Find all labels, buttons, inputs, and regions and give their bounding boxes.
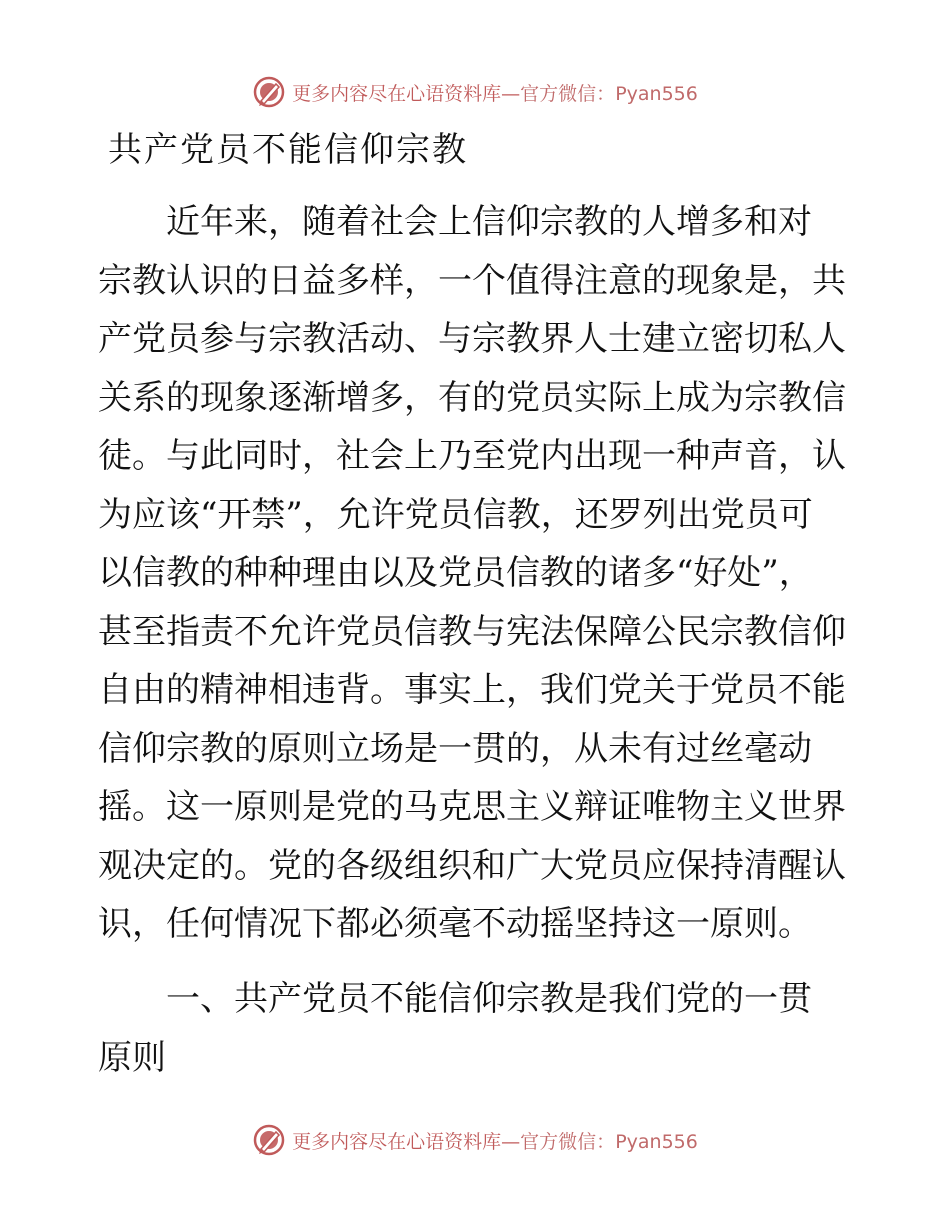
paragraph-line: 近年来，随着社会上信仰宗教的人增多和对 [98, 202, 812, 242]
watermark-text [292, 79, 698, 106]
watermark-wechat-id: Pyan556 [615, 1130, 698, 1153]
section-heading [98, 970, 858, 1087]
paragraph-line: 自由的精神相违背。事实上，我们党关于党员不能 [98, 670, 846, 710]
watermark-wechat-id: Pyan556 [615, 82, 698, 105]
watermark-wechat-label: 官方微信： [520, 1130, 616, 1153]
header-watermark-banner [0, 72, 950, 112]
paragraph-line: 识，任何情况下都必须毫不动摇坚持这一原则。 [98, 904, 812, 944]
pen-logo-icon [252, 1123, 286, 1157]
heading-line: 原则 [98, 1037, 166, 1078]
paragraph-line: 甚至指责不允许党员信教与宪法保障公民宗教信仰 [98, 611, 846, 652]
paragraph-line: 以信教的种种理由以及党员信教的诸多“好处”， [98, 553, 813, 593]
paragraph-line: 信仰宗教的原则立场是一贯的，从未有过丝毫动 [98, 728, 812, 769]
watermark-dash: — [501, 1130, 521, 1153]
paragraph-line: 产党员参与宗教活动、与宗教界人士建立密切私人 [98, 319, 846, 359]
paragraph-line: 宗教认识的日益多样，一个值得注意的现象是，共 [98, 260, 846, 301]
watermark-text [292, 1127, 698, 1154]
document-title: 共产党员不能信仰宗教 [108, 130, 468, 170]
pen-logo-icon [252, 75, 286, 109]
paragraph-line: 摇。这一原则是党的马克思主义辩证唯物主义世界 [98, 787, 846, 827]
paragraph-line: 徒。与此同时，社会上乃至党内出现一种声音，认 [98, 436, 846, 476]
watermark-wechat-label: 官方微信： [520, 82, 616, 105]
body-paragraph [98, 193, 858, 954]
paragraph-line: 观决定的。党的各级组织和广大党员应保持清醒认 [98, 845, 846, 886]
footer-watermark-banner [0, 1120, 950, 1160]
heading-line: 一、共产党员不能信仰宗教是我们党的一贯 [98, 979, 812, 1019]
watermark-site-name: 更多内容尽在心语资料库 [292, 1130, 502, 1153]
watermark-site-name: 更多内容尽在心语资料库 [292, 82, 502, 105]
watermark-dash: — [501, 82, 521, 105]
paragraph-line: 为应该“开禁”，允许党员信教，还罗列出党员可 [98, 494, 813, 535]
paragraph-line: 关系的现象逐渐增多，有的党员实际上成为宗教信 [98, 377, 846, 418]
